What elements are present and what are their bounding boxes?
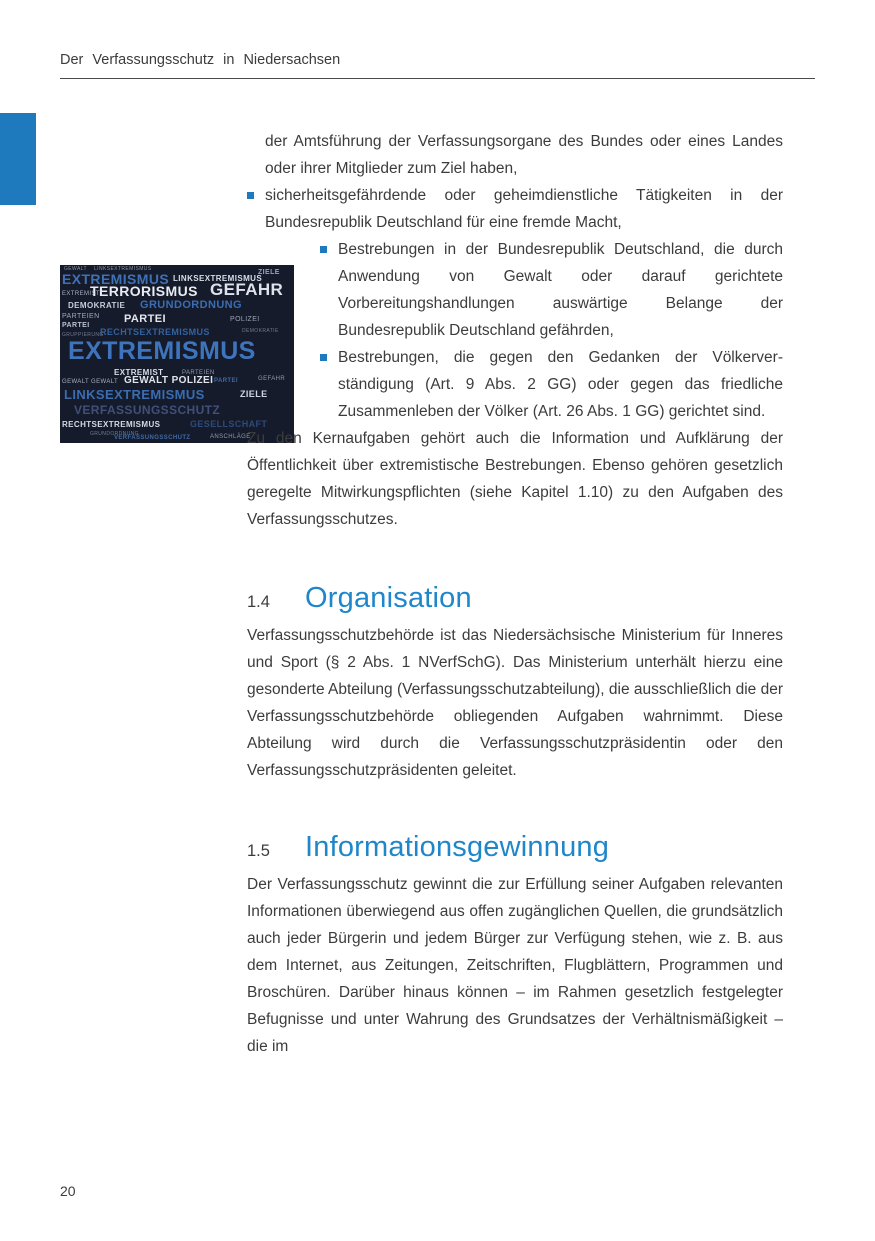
paragraph-organisation: Verfassungsschutzbehörde ist das Niedersächsische Ministerium für Inneres und Sport (§ 2 Abs. 1 NVerfSchG). Das Ministerium unterhält hierzu eine gesonderte Abteilung (Verfassungsschutzabteilung), die ausschließlich die der Verfassungsschutzbehörde obliegenden Aufgaben wahrnimmt. Diese Abteilung wird durch die Verfassungsschutzpräsidentin oder den Verfassungsschutzpräsidenten geleitet.	[247, 627, 783, 779]
wordcloud-word: EXTREMIST	[62, 291, 100, 297]
wordcloud-word: GEWALT POLIZEI	[124, 375, 214, 386]
bullet-text: Bestrebungen, die gegen den Gedanken der Völkerverständigung (Art. 9 Abs. 2 GG) oder gegen das friedliche Zusammenleben der Völker (Art. 26 Abs. 1 GG) gerichtet sind.	[338, 349, 783, 420]
section-heading-1-5	[247, 827, 783, 871]
paragraph-informationsgewinnung: Der Verfassungsschutz gewinnt die zur Erfüllung seiner Aufgaben relevanten Informationen überwiegend aus offen zugänglichen Quellen, die grundsätzlich auch jeder Bürgerin und jedem Bürger zur Verfügung stehen, wie z. B. aus dem Internet, aus Zeitungen, Zeitschriften, Flugblättern, Programmen und Broschüren. Darüber hinaus können – im Rahmen gesetzlich festgelegter Befugnisse und unter Wahrung des Grundsatzes der Verhältnismäßigkeit – die im	[247, 876, 783, 1055]
bullet-item-nested	[247, 236, 783, 344]
wordcloud-word: EXTREMISMUS	[68, 337, 256, 365]
content-column	[247, 128, 783, 1060]
section-title: Organisation	[305, 582, 472, 614]
wordcloud-word: RECHTSEXTREMISMUS	[100, 327, 210, 337]
wordcloud-word: PARTEI	[214, 378, 238, 384]
chapter-margin-tab	[0, 113, 36, 205]
bullet-text: sicherheitsgefährdende oder geheimdienstliche Tätigkeiten in der Bundesrepublik Deutschland für eine fremde Macht,	[265, 187, 783, 231]
wordcloud-word: GEWALT GEWALT	[62, 379, 119, 385]
paragraph-continuation: der Amtsführung der Verfassungsorgane des Bundes oder eines Landes oder ihrer Mitglieder zum Ziel haben,	[265, 133, 783, 177]
bullet-item-nested	[247, 344, 783, 425]
bullet-square-icon	[320, 246, 327, 253]
bullet-item	[247, 182, 783, 236]
wordcloud-word: LINKSEXTREMISMUS	[64, 387, 205, 402]
wordcloud-word: GEWALT	[64, 266, 87, 272]
wordcloud-word: EXTREMISMUS	[62, 271, 170, 287]
wordcloud-word: ZIELE	[240, 389, 268, 399]
running-header-text: Der Verfassungsschutz in Niedersachsen	[60, 52, 341, 68]
section-heading-1-4	[247, 578, 783, 622]
wordcloud-word: DEMOKRATIE	[68, 301, 126, 310]
wordcloud-word: GEFAHR	[210, 280, 284, 299]
wordcloud-word: GESELLSCHAFT	[190, 419, 268, 429]
wordcloud-word: RECHTSEXTREMISMUS	[62, 420, 161, 429]
wordcloud-word: TERRORISMUS	[90, 283, 198, 299]
wordcloud-word: POLIZEI	[230, 316, 260, 323]
section-number: 1.5	[247, 842, 270, 860]
wordcloud-word: PARTEI	[124, 313, 166, 325]
wordcloud-word: LINKSEXTREMISMUS	[173, 274, 263, 283]
running-header	[60, 52, 815, 79]
section-number: 1.4	[247, 593, 270, 611]
wordcloud-word: PARTEIEN	[182, 370, 215, 376]
bullet-square-icon	[247, 192, 254, 199]
bullet-text: Bestrebungen in der Bundesrepublik Deutschland, die durch Anwendung von Gewalt oder darauf gerichtete Vorbereitungshandlungen auswärtige Belange der Bundesrepublik Deutschland gefährden,	[338, 241, 783, 339]
bullet-square-icon	[320, 354, 327, 361]
wordcloud-word: LINKSEXTREMISMUS	[94, 266, 152, 272]
wordcloud-word: GRUNDORDNUNG	[90, 431, 139, 437]
wordcloud-word: PARTEI	[62, 322, 90, 329]
wordcloud-word: ANSCHLÄGE	[210, 434, 251, 440]
wordcloud-word: EXTREMIST	[114, 368, 164, 377]
page-number: 20	[60, 1183, 76, 1199]
wordcloud-word: PARTEIEN	[62, 313, 100, 320]
wordcloud-word: DEMOKRATIE	[242, 328, 279, 334]
wordcloud-word: GRUNDORDNUNG	[140, 299, 242, 311]
wordcloud-word: ZIELE	[258, 269, 280, 276]
wordcloud-word: GEFAHR	[258, 376, 286, 382]
wordcloud-word: GRUPPIERUNG	[62, 332, 104, 338]
wordcloud-word: VERFASSUNGSSCHUTZ	[114, 435, 191, 441]
wordcloud-word: VERFASSUNGSSCHUTZ	[74, 403, 221, 417]
paragraph-kernaufgaben: Zu den Kernaufgaben gehört auch die Information und Aufklärung der Öffentlichkeit über extremistische Bestrebungen. Ebenso gehören gesetzlich geregelte Mitwirkungspflichten (siehe Kapitel 1.10) zu den Aufgaben des Verfassungsschutzes.	[247, 430, 783, 528]
section-title: Informationsgewinnung	[305, 831, 610, 863]
